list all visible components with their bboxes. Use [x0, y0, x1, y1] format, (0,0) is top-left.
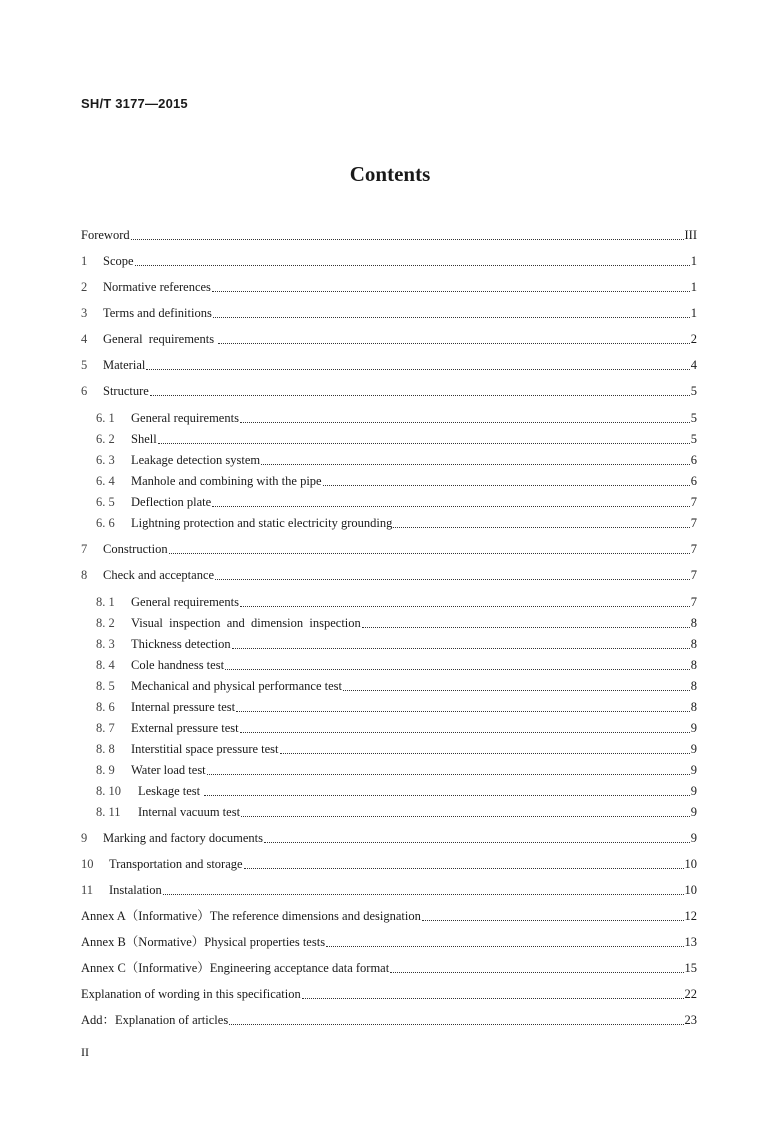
- toc-entry-label: Normative references: [103, 280, 211, 294]
- dot-leader: [135, 247, 690, 266]
- toc-entry[interactable]: [81, 985, 697, 1003]
- toc-entry-number: 8. 2: [96, 616, 115, 630]
- dot-leader: [422, 902, 684, 921]
- toc-entry-label: Annex A（Informative）The reference dimensions and designation: [81, 909, 421, 923]
- toc-entry[interactable]: [81, 959, 697, 977]
- dot-leader: [169, 535, 690, 554]
- toc-entry-page: 6: [690, 474, 697, 488]
- toc-entry-page: 8: [690, 700, 697, 714]
- toc-entry-number: 8. 6: [96, 700, 115, 714]
- toc-entry-page: 5: [690, 411, 697, 425]
- toc-entry-number: 8. 5: [96, 679, 115, 693]
- toc-entry-number: 8. 1: [96, 595, 115, 609]
- toc-entry-label: Transportation and storage: [109, 857, 243, 871]
- dot-leader: [323, 467, 690, 486]
- toc-entry-label: Water load test: [131, 763, 206, 777]
- toc-entry-label: General requirements: [131, 595, 239, 609]
- dot-leader: [150, 377, 690, 396]
- dot-leader: [213, 299, 690, 318]
- toc-entry-page: 7: [690, 568, 697, 582]
- toc-entry-number: 6. 5: [96, 495, 115, 509]
- dot-leader: [229, 1006, 683, 1025]
- toc-entry-page: 1: [690, 306, 697, 320]
- dot-leader: [232, 630, 690, 649]
- toc-entry-label: Material: [103, 358, 146, 372]
- toc-entry-page: 7: [690, 495, 697, 509]
- toc-entry-label: Terms and definitions: [103, 306, 212, 320]
- toc-entry[interactable]: [81, 566, 697, 584]
- toc-entry-label: Construction: [103, 542, 168, 556]
- dot-leader: [362, 609, 690, 628]
- toc-entry-number: 8. 7: [96, 721, 115, 735]
- dot-leader: [215, 561, 690, 580]
- dot-leader: [146, 351, 689, 370]
- toc-entry-label: Lightning protection and static electricity grounding: [131, 516, 393, 530]
- toc-entry[interactable]: [81, 855, 697, 873]
- toc-entry-number: 8. 8: [96, 742, 115, 756]
- toc-entry[interactable]: [81, 907, 697, 925]
- page-number: II: [81, 1045, 89, 1059]
- toc-entry-page: 22: [684, 987, 697, 1001]
- toc-entry-label: Annex C（Informative）Engineering acceptance data format: [81, 961, 390, 975]
- toc-entry-number: 8. 9: [96, 763, 115, 777]
- toc-entry[interactable]: [81, 382, 697, 400]
- toc-entry-label: Internal pressure test: [131, 700, 236, 714]
- page-title: Contents: [349, 162, 431, 186]
- toc-entry-page: 9: [690, 784, 697, 798]
- toc-entry-label: Check and acceptance: [103, 568, 215, 582]
- dot-leader: [158, 425, 690, 444]
- toc-entry-label: Interstitial space pressure test: [131, 742, 279, 756]
- toc-entry-number: 9: [81, 831, 88, 845]
- toc-entry[interactable]: [96, 514, 697, 532]
- toc-entry-label: Explanation of wording in this specification: [81, 987, 301, 1001]
- toc-entry-label: Marking and factory documents: [103, 831, 264, 845]
- toc-entry-number: 2: [81, 280, 88, 294]
- toc-entry-label: Instalation: [109, 883, 162, 897]
- dot-leader: [212, 488, 690, 507]
- toc-entry-page: 23: [684, 1013, 697, 1027]
- toc-entry[interactable]: [81, 540, 697, 558]
- toc-entry-page: 8: [690, 679, 697, 693]
- toc-entry[interactable]: [81, 278, 697, 296]
- toc-entry[interactable]: [81, 304, 697, 322]
- dot-leader: [280, 735, 690, 754]
- toc-entry-label: Deflection plate: [131, 495, 212, 509]
- toc-entry-page: 7: [690, 542, 697, 556]
- toc-entry-number: 6. 3: [96, 453, 115, 467]
- dot-leader: [207, 756, 690, 775]
- toc-entry-page: 1: [690, 254, 697, 268]
- toc-entry-number: 8. 11: [96, 805, 121, 819]
- toc-entry[interactable]: [81, 829, 697, 847]
- toc-entry-page: 13: [684, 935, 697, 949]
- toc-entry[interactable]: [81, 226, 697, 244]
- toc-entry-page: 2: [690, 332, 697, 346]
- toc-entry-number: 8. 3: [96, 637, 115, 651]
- dot-leader: [302, 980, 684, 999]
- dot-leader: [240, 404, 690, 423]
- toc-entry-page: 7: [690, 595, 697, 609]
- toc-entry-page: 5: [690, 384, 697, 398]
- standard-code: SH/T 3177—2015: [81, 96, 188, 111]
- toc-entry-number: 8: [81, 568, 88, 582]
- dot-leader: [393, 509, 689, 528]
- toc-entry-label: Scope: [103, 254, 134, 268]
- toc-entry-page: III: [684, 228, 697, 242]
- toc-entry-label: Leskage test: [138, 784, 204, 798]
- toc-entry-number: 3: [81, 306, 88, 320]
- toc-entry-label: Internal vacuum test: [138, 805, 241, 819]
- toc-entry-number: 1: [81, 254, 88, 268]
- toc-entry-label: External pressure test: [131, 721, 239, 735]
- toc-entry-page: 7: [690, 516, 697, 530]
- dot-leader: [240, 714, 690, 733]
- toc-entry-label: Cole handness test: [131, 658, 225, 672]
- toc-entry-page: 9: [690, 742, 697, 756]
- toc-entry-number: 6. 4: [96, 474, 115, 488]
- toc-entry-page: 15: [684, 961, 697, 975]
- toc-entry-number: 10: [81, 857, 94, 871]
- toc-entry-page: 9: [690, 721, 697, 735]
- dot-leader: [244, 850, 684, 869]
- toc-entry[interactable]: [81, 356, 697, 374]
- dot-leader: [264, 824, 690, 843]
- toc-entry-label: Visual inspection and dimension inspection: [131, 616, 361, 630]
- toc-entry-page: 9: [690, 831, 697, 845]
- toc-entry-number: 7: [81, 542, 88, 556]
- dot-leader: [218, 325, 690, 344]
- toc-entry-number: 6. 2: [96, 432, 115, 446]
- toc-entry-label: Annex B（Normative）Physical properties tests: [81, 935, 326, 949]
- toc-entry-page: 8: [690, 637, 697, 651]
- dot-leader: [212, 273, 690, 292]
- toc-entry-number: 8. 4: [96, 658, 115, 672]
- toc-entry[interactable]: [81, 252, 697, 270]
- toc-entry-page: 9: [690, 763, 697, 777]
- toc-entry-number: 6. 6: [96, 516, 115, 530]
- toc-entry-page: 8: [690, 658, 697, 672]
- toc-entry-label: General requirements: [131, 411, 239, 425]
- toc-entry-label: General requirements: [103, 332, 218, 346]
- dot-leader: [131, 221, 684, 240]
- toc-entry-number: 11: [81, 883, 94, 897]
- toc-entry-number: 6. 1: [96, 411, 115, 425]
- dot-leader: [240, 588, 690, 607]
- toc-entry[interactable]: [96, 803, 697, 821]
- dot-leader: [204, 777, 689, 796]
- toc-entry[interactable]: [81, 330, 697, 348]
- toc-entry-page: 12: [684, 909, 697, 923]
- toc-entry-page: 1: [690, 280, 697, 294]
- toc-entry[interactable]: [81, 881, 697, 899]
- toc-entry-number: 6: [81, 384, 88, 398]
- dot-leader: [163, 876, 684, 895]
- dot-leader: [343, 672, 690, 691]
- toc-entry-page: 5: [690, 432, 697, 446]
- toc-entry-number: 4: [81, 332, 88, 346]
- dot-leader: [261, 446, 690, 465]
- toc-entry-label: Shell: [131, 432, 157, 446]
- toc-entry-label: Manhole and combining with the pipe: [131, 474, 322, 488]
- dot-leader: [241, 798, 690, 817]
- toc-entry-page: 8: [690, 616, 697, 630]
- toc-entry-page: 6: [690, 453, 697, 467]
- toc-entry-number: 5: [81, 358, 88, 372]
- toc-entry-label: Structure: [103, 384, 149, 398]
- dot-leader: [225, 651, 690, 670]
- toc-entry-label: Add：Explanation of articles: [81, 1013, 229, 1027]
- toc-entry[interactable]: [81, 933, 697, 951]
- toc-entry-page: 4: [690, 358, 697, 372]
- toc-entry-page: 9: [690, 805, 697, 819]
- dot-leader: [390, 954, 683, 973]
- toc-entry-label: Mechanical and physical performance test: [131, 679, 343, 693]
- toc-entry[interactable]: [81, 1011, 697, 1029]
- toc-entry-label: Leakage detection system: [131, 453, 261, 467]
- dot-leader: [326, 928, 683, 947]
- toc-entry-label: Thickness detection: [131, 637, 231, 651]
- toc-entry-page: 10: [684, 883, 697, 897]
- toc-entry-number: 8. 10: [96, 784, 121, 798]
- toc-entry-label: Foreword: [81, 228, 130, 242]
- toc-entry-page: 10: [684, 857, 697, 871]
- dot-leader: [236, 693, 690, 712]
